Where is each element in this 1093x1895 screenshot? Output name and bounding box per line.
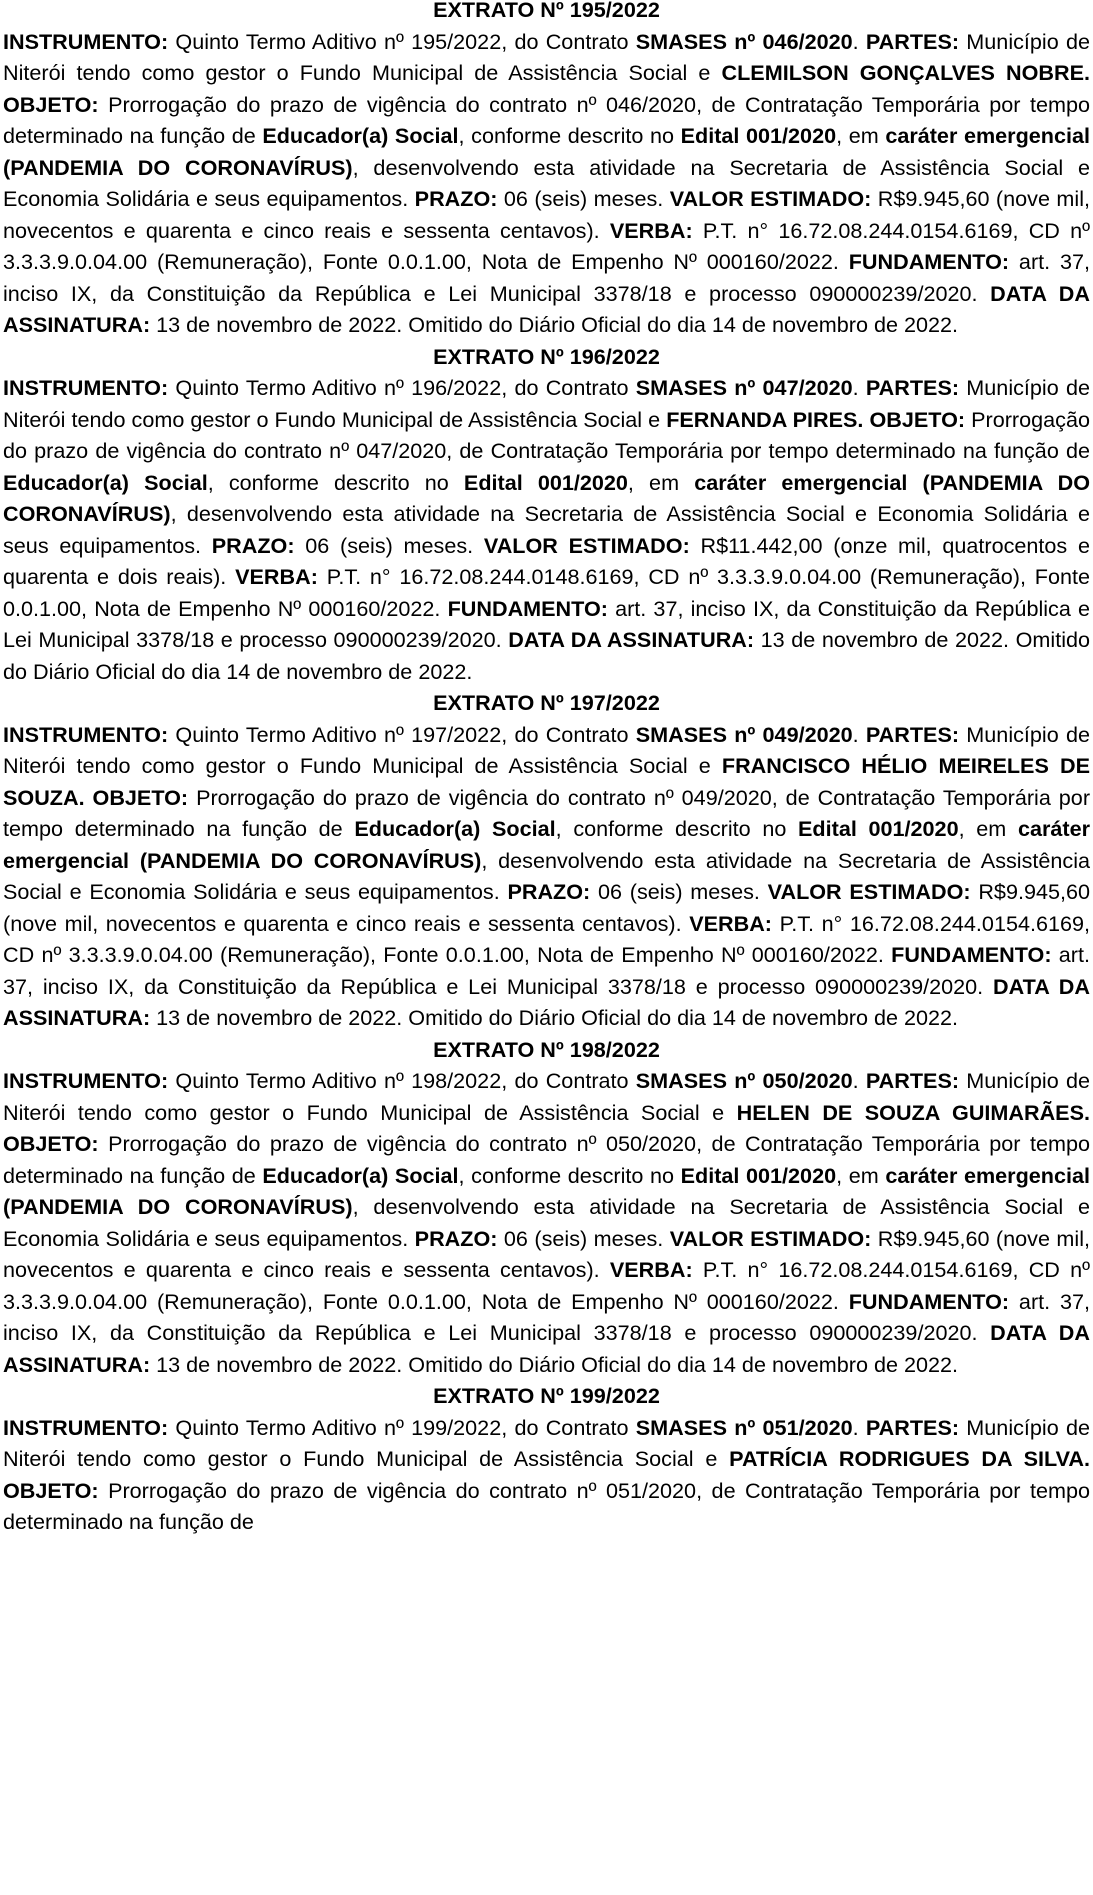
objeto-text: Prorrogação do prazo de vigência do contrato nº 046/2020, de Contratação Temporária por tempo determinado na função de bbox=[3, 91, 1090, 148]
prazo-label: PRAZO: bbox=[211, 532, 295, 558]
data-assinatura-text: 13 de novembro de 2022. Omitido do Diário Oficial do dia 14 de novembro de 2022. bbox=[150, 1005, 959, 1030]
extrato-section bbox=[3, 687, 1090, 1034]
em-text: , em bbox=[836, 1162, 886, 1188]
conforme-text: , conforme descrito no bbox=[207, 469, 464, 495]
partes-label: PARTES: bbox=[865, 28, 960, 54]
em-text: , em bbox=[836, 123, 886, 148]
prazo-label: PRAZO: bbox=[414, 1225, 498, 1251]
data-assinatura-text: 13 de novembro de 2022. Omitido do Diário Oficial do dia 14 de novembro de 2022. bbox=[150, 1351, 959, 1377]
valor-label: VALOR ESTIMADO: bbox=[483, 532, 690, 558]
carater-text: caráter emergencial (PANDEMIA DO CORONAVÍRUS) bbox=[3, 816, 1090, 873]
instrumento-label: INSTRUMENTO: bbox=[3, 375, 169, 400]
objeto-label: OBJETO: bbox=[3, 1477, 99, 1503]
partes-text: Município de Niterói tendo como gestor o Fundo Municipal de Assistência Social e bbox=[3, 28, 1090, 85]
valor-text: R$9.945,60 (nove mil, novecentos e quarenta e cinco reais e sessenta centavos). bbox=[3, 1225, 1091, 1282]
data-assinatura-label: DATA DA ASSINATURA: bbox=[3, 1320, 1090, 1377]
desenvolvendo-text: , desenvolvendo esta atividade na Secretaria de Assistência Social e Economia Solidária e seus equipamentos. bbox=[3, 1194, 1090, 1251]
extrato-body bbox=[3, 372, 1090, 687]
contrato-number: SMASES nº 046/2020 bbox=[635, 28, 853, 54]
contrato-number: SMASES nº 049/2020 bbox=[635, 721, 853, 747]
prazo-text: 06 (seis) meses. bbox=[497, 186, 670, 211]
edital-name: Edital 001/2020 bbox=[798, 816, 959, 841]
partes-label: PARTES: bbox=[865, 1414, 960, 1440]
funcao-name: Educador(a) Social bbox=[354, 816, 556, 841]
em-text: , em bbox=[627, 469, 695, 495]
objeto-text: Prorrogação do prazo de vigência do contrato nº 050/2020, de Contratação Temporária por tempo determinado na função de bbox=[3, 1131, 1090, 1188]
extrato-title: EXTRATO Nº 195/2022 bbox=[433, 0, 660, 22]
instrumento-text: Quinto Termo Aditivo nº 196/2022, do Contrato bbox=[168, 375, 636, 400]
contracted-person: PATRÍCIA RODRIGUES DA SILVA. bbox=[729, 1446, 1090, 1471]
desenvolvendo-text: , desenvolvendo esta atividade na Secretaria de Assistência Social e Economia Solidária e seus equipamentos. bbox=[3, 501, 1090, 558]
desenvolvendo-text: , desenvolvendo esta atividade na Secretaria de Assistência Social e Economia Solidária e seus equipamentos. bbox=[3, 847, 1090, 904]
valor-text: R$11.442,00 (onze mil, quatrocentos e quarenta e dois reais). bbox=[3, 532, 1090, 589]
extrato-section bbox=[3, 1034, 1090, 1381]
conforme-text: , conforme descrito no bbox=[458, 123, 681, 148]
instrumento-label: INSTRUMENTO: bbox=[3, 721, 169, 747]
verba-label: VERBA: bbox=[235, 564, 318, 589]
funcao-name: Educador(a) Social bbox=[3, 469, 208, 495]
punctuation: . bbox=[852, 1414, 866, 1440]
conforme-text: , conforme descrito no bbox=[458, 1162, 681, 1188]
partes-label: PARTES: bbox=[865, 375, 960, 400]
prazo-text: 06 (seis) meses. bbox=[497, 1225, 670, 1251]
prazo-text: 06 (seis) meses. bbox=[294, 532, 484, 558]
partes-label: PARTES: bbox=[865, 1068, 960, 1093]
extrato-section bbox=[3, 0, 1090, 341]
carater-text: caráter emergencial (PANDEMIA DO CORONAVÍRUS) bbox=[3, 469, 1091, 526]
extrato-section bbox=[3, 1380, 1090, 1538]
data-assinatura-label: DATA DA ASSINATURA: bbox=[3, 973, 1091, 1030]
fundamento-text: art. 37, inciso IX, da Constituição da República e Lei Municipal 3378/18 e processo 090000239/2020. bbox=[3, 942, 1090, 999]
contracted-person: FRANCISCO HÉLIO MEIRELES DE SOUZA. bbox=[3, 753, 1090, 810]
data-assinatura-label: DATA DA ASSINATURA: bbox=[508, 627, 755, 652]
objeto-label: OBJETO: bbox=[84, 784, 189, 810]
extrato-body bbox=[3, 1412, 1090, 1538]
partes-text: Município de Niterói tendo como gestor o Fundo Municipal de Assistência Social e bbox=[3, 721, 1090, 778]
objeto-label: OBJETO: bbox=[3, 1131, 99, 1156]
valor-label: VALOR ESTIMADO: bbox=[669, 1225, 872, 1251]
fundamento-text: art. 37, inciso IX, da Constituição da República e Lei Municipal 3378/18 e processo 090000239/2020. bbox=[3, 595, 1091, 652]
instrumento-text: Quinto Termo Aditivo nº 195/2022, do Contrato bbox=[168, 28, 636, 54]
data-assinatura-label: DATA DA ASSINATURA: bbox=[3, 280, 1090, 337]
extrato-title: EXTRATO Nº 198/2022 bbox=[433, 1036, 660, 1062]
edital-name: Edital 001/2020 bbox=[680, 123, 837, 148]
fundamento-label: FUNDAMENTO: bbox=[447, 595, 608, 621]
verba-text: P.T. n° 16.72.08.244.0148.6169, CD nº 3.3.3.9.0.04.00 (Remuneração), Fonte 0.0.1.00, Nota de Empenho Nº 000160/2022. bbox=[3, 564, 1090, 621]
instrumento-label: INSTRUMENTO: bbox=[3, 1414, 169, 1440]
prazo-text: 06 (seis) meses. bbox=[590, 879, 768, 904]
instrumento-text: Quinto Termo Aditivo nº 197/2022, do Contrato bbox=[168, 721, 636, 747]
carater-text: caráter emergencial (PANDEMIA DO CORONAVÍRUS) bbox=[3, 1162, 1090, 1219]
verba-label: VERBA: bbox=[609, 1257, 693, 1282]
em-text: , em bbox=[958, 816, 1018, 841]
valor-text: R$9.945,60 (nove mil, novecentos e quarenta e cinco reais e sessenta centavos). bbox=[3, 186, 1091, 243]
instrumento-label: INSTRUMENTO: bbox=[3, 28, 169, 54]
objeto-label: OBJETO: bbox=[3, 91, 99, 117]
partes-text: Município de Niterói tendo como gestor o Fundo Municipal de Assistência Social e bbox=[3, 1068, 1090, 1125]
extrato-title: EXTRATO Nº 196/2022 bbox=[433, 343, 660, 369]
punctuation: . bbox=[852, 1068, 866, 1093]
contracted-person: CLEMILSON GONÇALVES NOBRE. bbox=[721, 60, 1090, 85]
punctuation: . bbox=[852, 28, 866, 54]
objeto-text: Prorrogação do prazo de vigência do contrato nº 047/2020, de Contratação Temporária por tempo determinado na função de bbox=[3, 406, 1090, 463]
instrumento-text: Quinto Termo Aditivo nº 198/2022, do Contrato bbox=[168, 1068, 636, 1093]
prazo-label: PRAZO: bbox=[507, 879, 591, 904]
fundamento-text: art. 37, inciso IX, da Constituição da República e Lei Municipal 3378/18 e processo 090000239/2020. bbox=[3, 249, 1091, 306]
objeto-text: Prorrogação do prazo de vigência do contrato nº 049/2020, de Contratação Temporária por tempo determinado na função de bbox=[3, 784, 1091, 841]
edital-name: Edital 001/2020 bbox=[463, 469, 628, 495]
punctuation: . bbox=[852, 721, 866, 747]
verba-text: P.T. n° 16.72.08.244.0154.6169, CD nº 3.3.3.9.0.04.00 (Remuneração), Fonte 0.0.1.00, Nota de Empenho Nº 000160/2022. bbox=[3, 910, 1091, 967]
conforme-text: , conforme descrito no bbox=[555, 816, 799, 841]
verba-text: P.T. n° 16.72.08.244.0154.6169, CD nº 3.3.3.9.0.04.00 (Remuneração), Fonte 0.0.1.00, Nota de Empenho Nº 000160/2022. bbox=[3, 1257, 1090, 1314]
desenvolvendo-text: , desenvolvendo esta atividade na Secretaria de Assistência Social e Economia Solidária e seus equipamentos. bbox=[3, 154, 1090, 211]
partes-text: Município de Niterói tendo como gestor o Fundo Municipal de Assistência Social e bbox=[3, 375, 1090, 432]
extrato-body bbox=[3, 719, 1090, 1034]
objeto-label: OBJETO: bbox=[863, 406, 966, 432]
extrato-title: EXTRATO Nº 197/2022 bbox=[433, 690, 660, 715]
verba-label: VERBA: bbox=[609, 217, 693, 243]
edital-name: Edital 001/2020 bbox=[680, 1162, 837, 1188]
data-assinatura-text: 13 de novembro de 2022. Omitido do Diário Oficial do dia 14 de novembro de 2022. bbox=[150, 312, 959, 337]
extrato-section bbox=[3, 341, 1090, 688]
fundamento-label: FUNDAMENTO: bbox=[891, 942, 1052, 967]
verba-label: VERBA: bbox=[689, 910, 772, 936]
contracted-person: HELEN DE SOUZA GUIMARÃES. bbox=[736, 1099, 1090, 1125]
contrato-number: SMASES nº 051/2020 bbox=[635, 1414, 853, 1440]
valor-label: VALOR ESTIMADO: bbox=[767, 879, 971, 904]
contracted-person: FERNANDA PIRES. bbox=[666, 406, 864, 432]
prazo-label: PRAZO: bbox=[414, 186, 498, 211]
instrumento-label: INSTRUMENTO: bbox=[3, 1068, 169, 1093]
fundamento-label: FUNDAMENTO: bbox=[848, 249, 1010, 274]
fundamento-text: art. 37, inciso IX, da Constituição da República e Lei Municipal 3378/18 e processo 090000239/2020. bbox=[3, 1288, 1091, 1345]
valor-label: VALOR ESTIMADO: bbox=[669, 186, 872, 211]
extrato-body bbox=[3, 26, 1090, 341]
funcao-name: Educador(a) Social bbox=[262, 1162, 459, 1188]
carater-text: caráter emergencial (PANDEMIA DO CORONAVÍRUS) bbox=[3, 123, 1090, 180]
contrato-number: SMASES nº 047/2020 bbox=[635, 375, 853, 400]
partes-text: Município de Niterói tendo como gestor o Fundo Municipal de Assistência Social e bbox=[3, 1414, 1090, 1471]
contrato-number: SMASES nº 050/2020 bbox=[635, 1068, 853, 1093]
partes-label: PARTES: bbox=[865, 721, 960, 747]
instrumento-text: Quinto Termo Aditivo nº 199/2022, do Contrato bbox=[168, 1414, 636, 1440]
data-assinatura-text: 13 de novembro de 2022. Omitido do Diário Oficial do dia 14 de novembro de 2022. bbox=[3, 627, 1091, 684]
verba-text: P.T. n° 16.72.08.244.0154.6169, CD nº 3.3.3.9.0.04.00 (Remuneração), Fonte 0.0.1.00, Nota de Empenho Nº 000160/2022. bbox=[3, 217, 1090, 274]
punctuation: . bbox=[852, 375, 866, 400]
valor-text: R$9.945,60 (nove mil, novecentos e quarenta e cinco reais e sessenta centavos). bbox=[3, 879, 1090, 936]
objeto-text: Prorrogação do prazo de vigência do contrato nº 051/2020, de Contratação Temporária por tempo determinado na função de bbox=[3, 1477, 1090, 1534]
extrato-body bbox=[3, 1065, 1090, 1380]
extrato-title: EXTRATO Nº 199/2022 bbox=[433, 1383, 660, 1408]
funcao-name: Educador(a) Social bbox=[262, 123, 459, 148]
fundamento-label: FUNDAMENTO: bbox=[848, 1288, 1010, 1314]
